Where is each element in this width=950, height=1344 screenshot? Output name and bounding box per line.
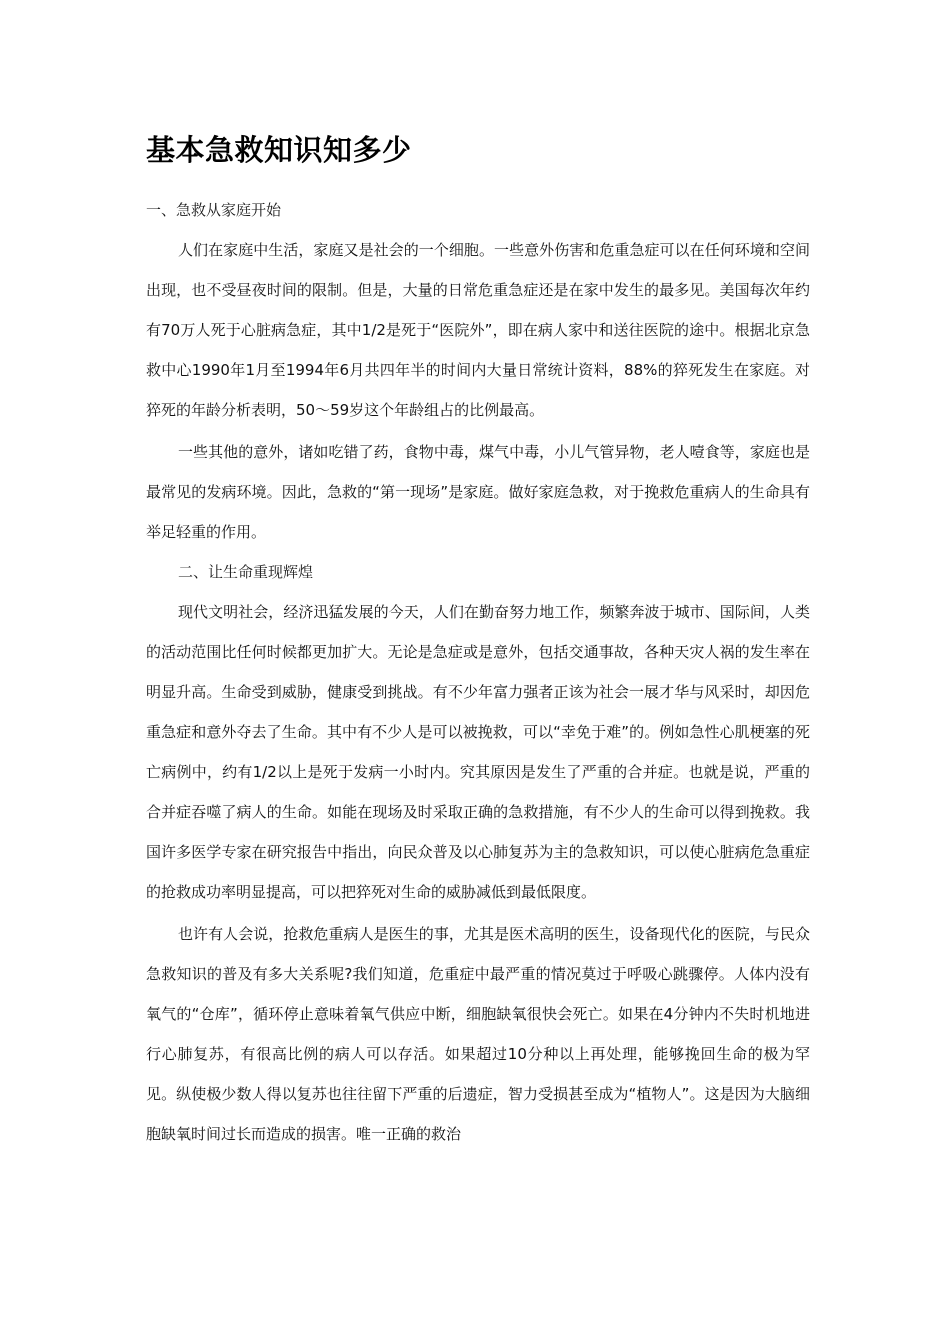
document-body xyxy=(146,130,810,1154)
document-title: 基本急救知识知多少 xyxy=(146,133,412,167)
paragraph: 人们在家庭中生活，家庭又是社会的一个细胞。一些意外伤害和危重急症可以在任何环境和空间出现，也不受昼夜时间的限制。但是，大量的日常危重急症还是在家中发生的最多见。美国每次年约有70万人死于心脏病急症，其中1/2是死于“医院外”，即在病人家中和送往医院的途中。根据北京急救中心1990年1月至1994年6月共四年半的时间内大量日常统计资料，88%的猝死发生在家庭。对猝死的年龄分析表明，50～59岁这个年龄组占的比例最高。 xyxy=(146,241,810,419)
paragraph: 现代文明社会，经济迅猛发展的今天，人们在勤奋努力地工作，频繁奔波于城市、国际间，人类的活动范围比任何时候都更加扩大。无论是急症或是意外，包括交通事故，各种天灾人祸的发生率在明显升高。生命受到威胁，健康受到挑战。有不少年富力强者正该为社会一展才华与风采时，却因危重急症和意外夺去了生命。其中有不少人是可以被挽救，可以“幸免于难”的。例如急性心肌梗塞的死亡病例中，约有1/2以上是死于发病一小时内。究其原因是发生了严重的合并症。也就是说，严重的合并症吞噬了病人的生命。如能在现场及时采取正确的急救措施，有不少人的生命可以得到挽救。我国许多医学专家在研究报告中指出，向民众普及以心肺复苏为主的急救知识，可以使心脏病危急重症的抢救成功率明显提高，可以把猝死对生命的威胁减低到最低限度。 xyxy=(146,603,810,901)
paragraph: 也许有人会说，抢救危重病人是医生的事，尤其是医术高明的医生，设备现代化的医院，与民众急救知识的普及有多大关系呢?我们知道，危重症中最严重的情况莫过于呼吸心跳骤停。人体内没有氧气的“仓库”，循环停止意味着氧气供应中断，细胞缺氧很快会死亡。如果在4分钟内不失时机地进行心肺复苏，有很高比例的病人可以存活。如果超过10分种以上再处理，能够挽回生命的极为罕见。纵使极少数人得以复苏也往往留下严重的后遗症，智力受损甚至成为“植物人”。这是因为大脑细胞缺氧时间过长而造成的损害。唯一正确的救治 xyxy=(146,925,810,1143)
paragraph: 一些其他的意外，诸如吃错了药，食物中毒，煤气中毒，小儿气管异物，老人噎食等，家庭也是最常见的发病环境。因此，急救的“第一现场”是家庭。做好家庭急救，对于挽救危重病人的生命具有举足轻重的作用。 xyxy=(146,443,810,541)
section-heading-2: 二、让生命重现辉煌 xyxy=(178,563,314,581)
section-heading-1: 一、急救从家庭开始 xyxy=(146,201,282,219)
